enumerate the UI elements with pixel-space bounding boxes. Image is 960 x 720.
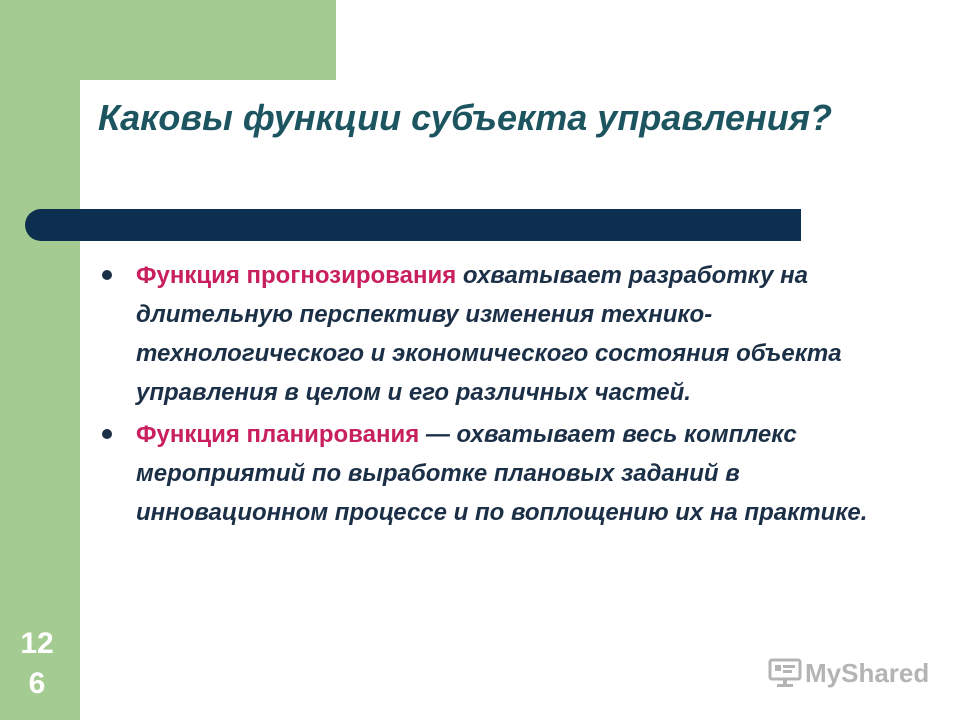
projector-screen-icon — [768, 657, 802, 689]
slide-page-number: 126 — [20, 627, 54, 700]
bullet-dot-icon — [102, 429, 112, 439]
bullet-text: охватывает разработку на длительную перспективу изменения технико-технологического и экономического состояния объекта управления в целом и его различных частей. — [136, 262, 842, 406]
myshared-watermark — [768, 656, 929, 690]
bullet-list — [102, 256, 902, 535]
left-green-band — [0, 0, 80, 720]
bullet-term: Функция планирования — [136, 421, 420, 448]
slide-title: Каковы функции субъекта управления? — [98, 97, 832, 138]
title-divider-bar — [64, 209, 801, 241]
bullet-term: Функция прогнозирования — [136, 262, 457, 289]
watermark-text: MyShared — [805, 657, 930, 688]
bullet-text: — охватывает весь комплекс мероприятий по выработке плановых заданий в инновационном процессе и по воплощению их на практике. — [136, 421, 868, 526]
bullet-dot-icon — [102, 270, 112, 280]
bullet-forecasting — [102, 256, 902, 412]
top-green-band — [0, 0, 336, 80]
bullet-planning — [102, 415, 902, 532]
